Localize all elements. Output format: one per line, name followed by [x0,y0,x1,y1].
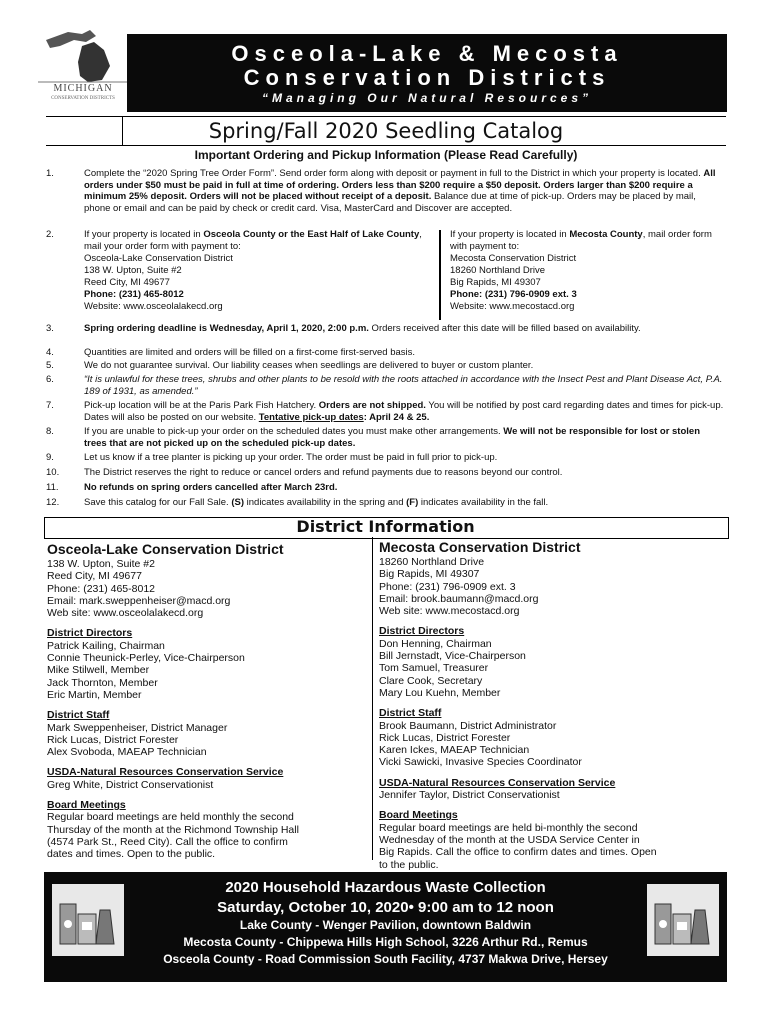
contact-line: Web site: www.mecostacd.org [379,605,520,618]
director: Mike Stilwell, Member [47,664,150,677]
hhw-location-lake: Lake County - Wenger Pavilion, downtown Baldwin [239,918,532,932]
osceola-mail-phone: Phone: (231) 465-8012 [84,289,184,300]
item-number: 2. [46,229,54,240]
logo-text: MICHIGAN [53,83,113,94]
board-line: Regular board meetings are held bi-monthly the second [379,821,638,834]
michigan-map-icon [38,26,128,86]
hazardous-waste-banner [44,872,727,982]
osceola-district-details [47,558,367,861]
intro-bold: Osceola County or the East Half of Lake County [203,229,420,240]
mecosta-district-details [379,556,724,871]
item-8-bold: We will not be responsible for lost or stolen trees that are not picked up on the scheduled pick-up dates. [84,426,701,449]
board-line: (4574 Park St., Reed City). Call the office to confirm [47,835,288,848]
director: Eric Martin, Member [47,688,142,701]
item-1-part: Complete the “2020 Spring Tree Order Form”. Send order form along with deposit or payment in full to the District in which your property is located. [84,168,704,179]
item-12-part: indicates availability in the spring and [244,497,407,508]
staff: Rick Lucas, District Forester [47,733,179,746]
district-info-title: District Information [296,517,475,536]
item-3-part: Orders received after this date will be filled based on availability. [368,323,641,334]
director: Mary Lou Kuehn, Member [379,686,501,699]
contact-line: Web site: www.osceolalakecd.org [47,607,204,620]
item-number: 11. [46,482,59,493]
contact-line: 18260 Northland Drive [379,556,485,568]
item-7-bold-underline: Tentative pick-up dates [258,411,364,423]
hhw-date: Saturday, October 10, 2020• 9:00 am to 12 noon [217,899,554,916]
contact-line: 138 W. Upton, Suite #2 [47,558,155,570]
director: Bill Jernstadt, Vice-Chairperson [379,650,526,663]
section-heading: USDA-Natural Resources Conservation Service [47,766,284,779]
item-7-text [84,400,724,423]
item-number: 5. [46,360,54,371]
section-heading: District Staff [379,707,442,720]
spacer [47,758,367,766]
mecosta-mail-addr1: 18260 Northland Drive [450,265,546,276]
item-1-part: Balance due at time of pick-up. Orders may be placed by mail, phone or email and can be paid by check or credit card. Visa, MasterCard and Discover are accepted. [84,191,696,214]
catalog-title: Spring/Fall 2020 Seedling Catalog [46,116,726,146]
mecosta-mail-addr2: Big Rapids, MI 49307 [450,277,541,288]
item-6-text: “It is unlawful for these trees, shrubs and other plants to be resold with the roots attached in accordance with the Insect Pest and Plant Disease Act, P.A. 189 of 1931, as amended.” [84,374,723,397]
item-number: 1. [46,168,54,179]
section-heading: Board Meetings [47,799,126,812]
mecosta-mail-name: Mecosta Conservation District [450,253,577,264]
hhw-location-osceola: Osceola County - Road Commission South Facility, 4737 Makwa Drive, Hersey [163,952,608,966]
director: Tom Samuel, Treasurer [379,662,489,675]
osceola-mail-name: Osceola-Lake Conservation District [84,253,233,264]
spacer [47,619,367,627]
intro-part: , mail your order form with payment to: [84,229,422,252]
spacer [47,701,367,709]
contact-line: Reed City, MI 49677 [47,570,142,583]
contact-line: Email: mark.sweppenheiser@macd.org [47,594,231,607]
osceola-mail-intro [84,229,434,253]
board-line: Wednesday of the month at the USDA Service Center in [379,833,640,846]
board-line: to the public. [379,858,439,871]
hhw-title: 2020 Household Hazardous Waste Collection [225,879,546,896]
director: Clare Cook, Secretary [379,674,483,687]
osceola-mail-addr2: Reed City, MI 49677 [84,277,170,288]
item-number: 10. [46,467,60,478]
staff: Mark Sweppenheiser, District Manager [47,721,228,734]
hhw-location-mecosta: Mecosta County - Chippewa Hills High School, 3226 Arthur Rd., Remus [183,935,588,949]
contact-line: Big Rapids, MI 49307 [379,568,480,581]
spacer [379,699,724,707]
item-3-bold: Spring ordering deadline is Wednesday, April 1, 2020, 2:00 p.m. [84,323,369,334]
staff: Brook Baumann, District Administrator [379,719,557,732]
item-4-text: Quantities are limited and orders will be filled on a first-come first-served basis. [84,347,416,358]
section-heading: USDA-Natural Resources Conservation Service [379,776,616,789]
director: Don Henning, Chairman [379,637,492,650]
contact-line: Phone: (231) 465-8012 [47,582,155,595]
item-10-text: The District reserves the right to reduce or cancel orders and refund payments due to reasons beyond our control. [84,467,563,478]
banner-title-line2: Conservation Districts [243,65,611,90]
spacer [379,617,724,625]
usda-contact: Jennifer Taylor, District Conservationist [379,789,560,802]
item-number: 7. [46,400,54,411]
mecosta-mail-intro [450,229,725,253]
usda-contact: Greg White, District Conservationist [47,778,214,791]
banner-title-line1: Osceola-Lake & Mecosta [231,41,623,66]
mecosta-mail-phone: Phone: (231) 796-0909 ext. 3 [450,289,577,300]
staff: Rick Lucas, District Forester [379,731,511,744]
contact-line: Email: brook.baumann@macd.org [379,592,539,605]
item-12-bold: (F) [406,497,419,508]
item-number: 9. [46,452,54,463]
spacer [47,791,367,799]
item-11-text: No refunds on spring orders cancelled after March 23rd. [84,482,338,493]
director: Patrick Kailing, Chairman [47,639,165,652]
mecosta-district-name: Mecosta Conservation District [379,539,581,555]
staff: Vicki Sawicki, Invasive Species Coordinator [379,756,582,769]
item-7-part: You will be notified by post card regarding dates and times for pick-up. Dates will also be posted on our website. [84,400,724,423]
mecosta-mail-column [450,229,725,313]
item-3-text [84,323,724,335]
item-number: 3. [46,323,54,334]
spacer [379,801,724,809]
item-number: 12. [46,497,60,508]
item-8-text [84,426,724,449]
osceola-mail-addr1: 138 W. Upton, Suite #2 [84,265,182,276]
item-12-part: Save this catalog for our Fall Sale. [84,497,232,508]
spacer [379,769,724,777]
osceola-mail-column [84,229,434,313]
item-number: 4. [46,347,54,358]
section-heading: District Directors [47,627,133,640]
osceola-district-name: Osceola-Lake Conservation District [47,541,284,557]
michigan-conservation-logo [38,26,128,108]
logo-subtext: CONSERVATION DISTRICTS [51,96,115,101]
staff: Alex Svoboda, MAEAP Technician [47,746,207,759]
director: Connie Theunick-Perley, Vice-Chairperson [47,652,245,665]
banner-tagline: “Managing Our Natural Resources” [261,91,593,105]
item-9-text: Let us know if a tree planter is picking up your order. The order must be paid in full prior to pick-up. [84,452,498,463]
important-heading: Important Ordering and Pickup Information (Please Read Carefully) [194,148,578,162]
item-12-text [84,497,724,509]
board-line: Regular board meetings are held monthly the second [47,811,294,824]
item-7-bold: Orders are not shipped. [318,400,426,411]
district-divider [372,537,373,860]
director: Jack Thornton, Member [47,676,158,689]
item-1-text [84,168,724,214]
board-line: dates and times. Open to the public. [47,848,216,861]
intro-part: If your property is located in [84,229,204,240]
header-banner [127,34,727,112]
item-12-part: indicates availability in the fall. [418,497,549,508]
section-heading: District Directors [379,625,465,638]
item-number: 6. [46,374,54,385]
intro-bold: Mecosta County [569,229,643,240]
item-number: 8. [46,426,54,437]
column-divider [439,230,441,320]
staff: Karen Ickes, MAEAP Technician [379,744,530,757]
intro-part: , mail order form with payment to: [450,229,712,252]
osceola-mail-web: Website: www.osceolalakecd.org [84,301,223,312]
item-12-bold: (S) [231,497,244,508]
board-line: Big Rapids. Call the office to confirm dates and times. Open [379,846,657,859]
item-8-part: If you are unable to pick-up your order on the scheduled dates you must make other arrangements. [84,426,504,437]
board-line: Thursday of the month at the Richmond Township Hall [47,823,299,836]
item-7-bold: : April 24 & 25. [363,411,430,423]
item-5-text: We do not guarantee survival. Our liability ceases when seedlings are delivered to buyer or custom planter. [84,360,534,371]
intro-part: If your property is located in [450,229,570,240]
contact-line: Phone: (231) 796-0909 ext. 3 [379,580,516,593]
item-7-part: Pick-up location will be at the Paris Park Fish Hatchery. [84,400,319,411]
item-1-bold: All orders under $50 must be paid in full at time of ordering. Orders less than $200 require a $50 deposit. Orders larger than $200 require a minimum 25% deposit. Orders will not be placed without receipt of a deposit. [84,168,716,202]
section-heading: Board Meetings [379,809,458,822]
section-heading: District Staff [47,709,110,722]
mecosta-mail-web: Website: www.mecostacd.org [450,301,575,312]
